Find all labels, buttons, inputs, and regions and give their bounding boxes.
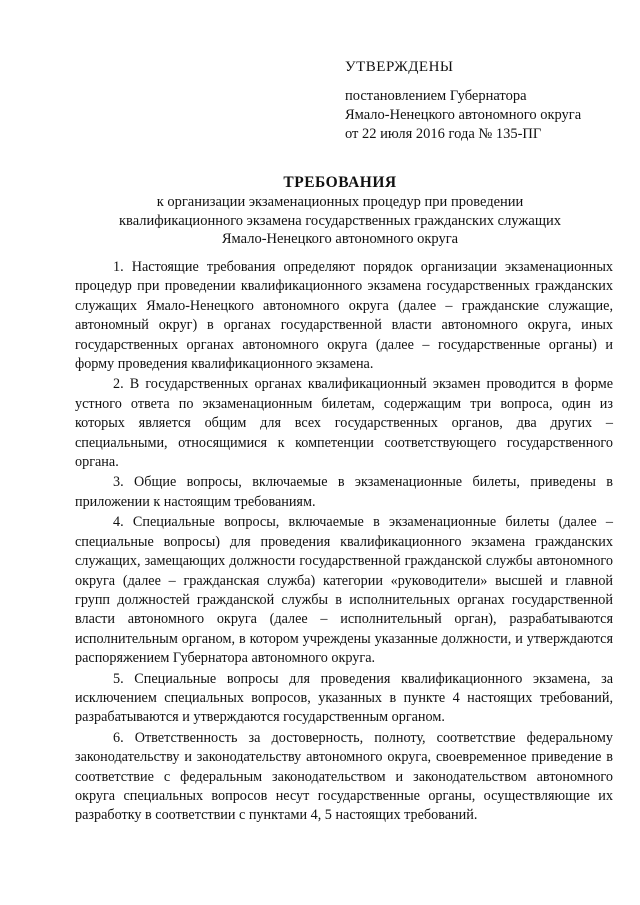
paragraph-1: 1. Настоящие требования определяют порядок организации экзаменационных процедур при проведении квалификационного экзамена государственных гражданских служащих Ямало-Ненецкого автономного округа (далее – гражданские служащие, автономный округ) в органах государственной власти автономного округа, иных государственных органах автономного округа (далее – государственные органы) и форму проведения квалификационного экзамена.	[75, 259, 613, 373]
document-subtitle-line: квалификационного экзамена государственных гражданских служащих	[119, 212, 561, 229]
approval-line: постановлением Губернатора	[345, 88, 527, 104]
document-title-block	[60, 173, 620, 249]
document-title: ТРЕБОВАНИЯ	[283, 174, 397, 191]
approval-heading: УТВЕРЖДЕНЫ	[345, 59, 454, 75]
paragraph-4: 4. Специальные вопросы, включаемые в экзаменационные билеты (далее – специальные вопросы) для проведения квалификационного экзамена гражданских служащих, замещающих должности государственной гражданской службы автономного округа (далее – гражданская служба) категории «руководители» высшей и главной групп должностей гражданской службы в исполнительных органах государственной власти автономного округа (далее – исполнительный орган), разрабатываются исполнительным органом, в котором учреждены указанные должности, и утверждаются распоряжением Губернатора автономного округа.	[75, 514, 613, 667]
document-subtitle-line: к организации экзаменационных процедур при проведении	[156, 194, 524, 210]
approval-block	[345, 58, 635, 144]
paragraph-3: 3. Общие вопросы, включаемые в экзаменационные билеты, приведены в приложении к настоящим требованиям.	[75, 474, 613, 510]
document-subtitle-line: Ямало-Ненецкого автономного округа	[221, 231, 459, 247]
paragraph-6: 6. Ответственность за достоверность, полноту, соответствие федеральному законодательству и законодательству автономного округа, своевременное приведение в соответствие с федеральным законодательством и законодательством автономного округа специальных вопросов несут государственные органы, осуществляющие их разработку в соответствии с пунктами 4, 5 настоящих требований.	[75, 729, 613, 824]
paragraph-5: 5. Специальные вопросы для проведения квалификационного экзамена, за исключением специальных вопросов, указанных в пункте 4 настоящих требований, разрабатываются и утверждаются государственным органом.	[75, 670, 613, 726]
approval-line: Ямало-Ненецкого автономного округа	[345, 107, 582, 123]
document-body	[75, 258, 613, 827]
paragraph-2: 2. В государственных органах квалификационный экзамен проводится в форме устного ответа по экзаменационным билетам, содержащим три вопроса, один из которых является общим для всех государственных органов, два других – специальными, относящимися к компетенции соответствующего государственного органа.	[75, 376, 613, 471]
approval-line: от 22 июля 2016 года № 135-ПГ	[345, 126, 542, 142]
